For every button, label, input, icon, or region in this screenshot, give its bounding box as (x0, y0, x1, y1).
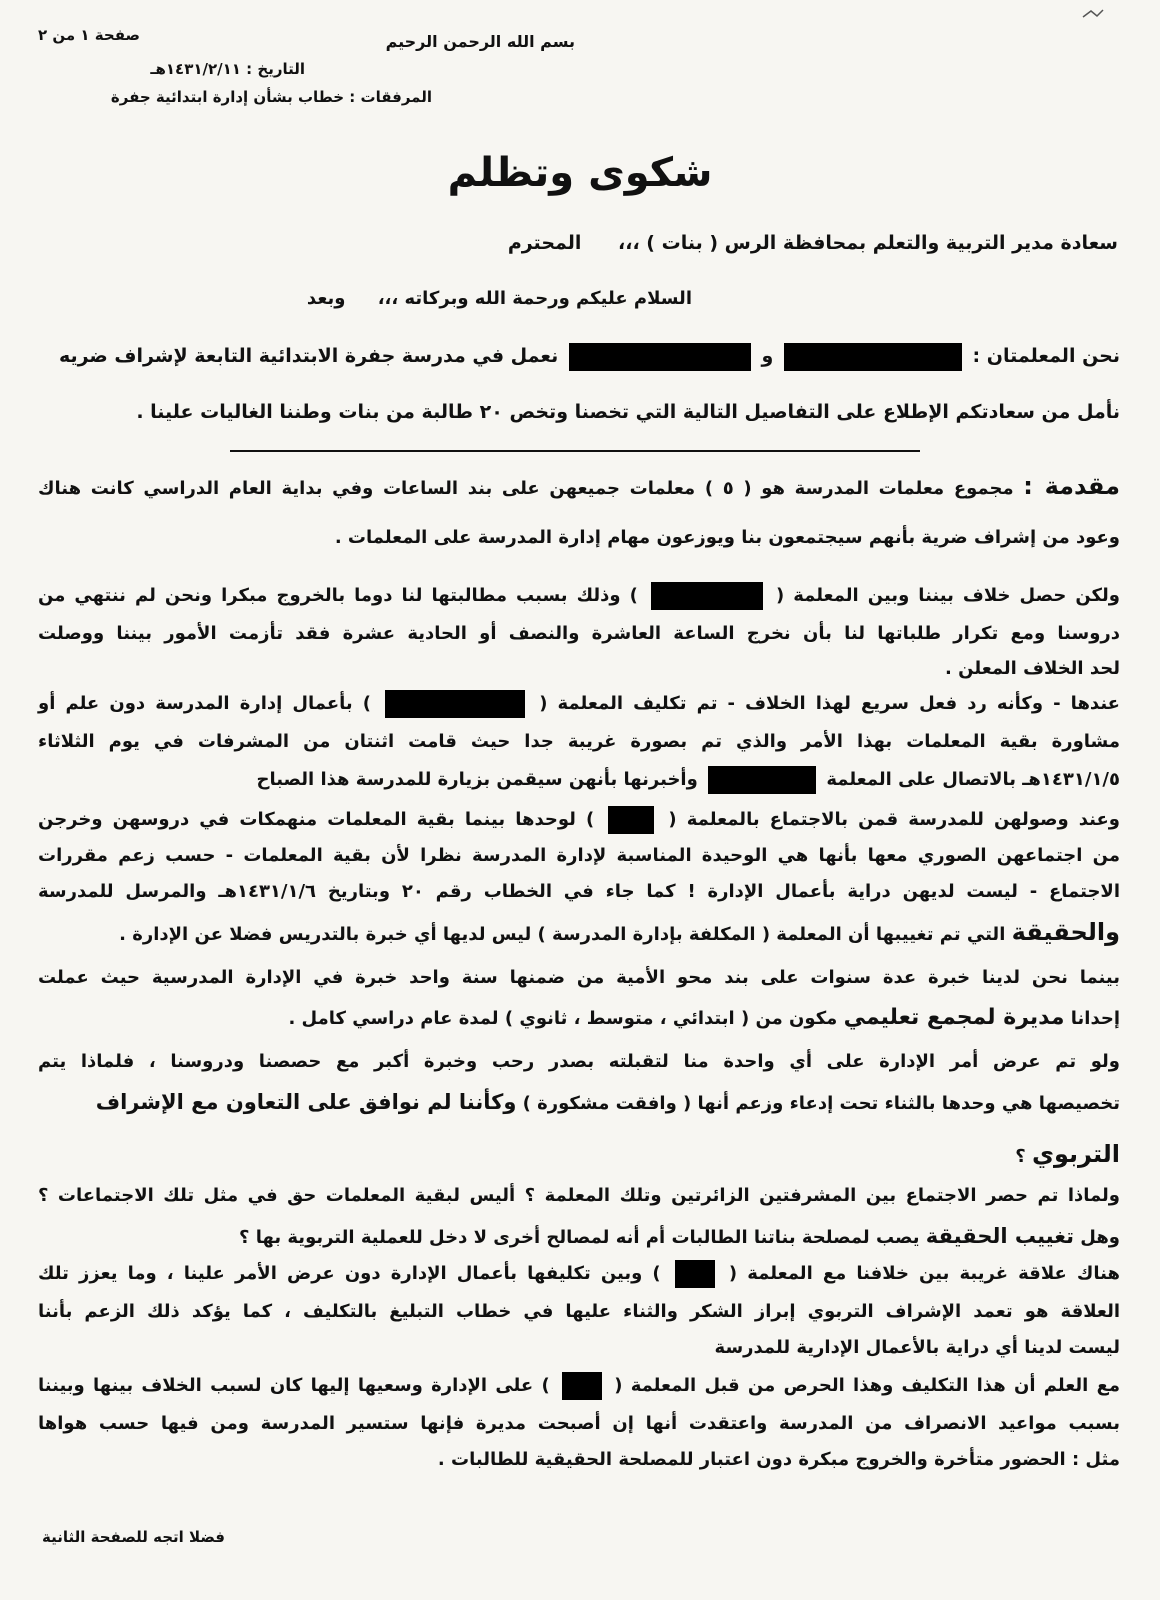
para2-text-b: ) وذلك بسبب مطالبتها لنا دوما بالخروج مبكرا ونحن لم ننتهي من (38, 585, 638, 606)
para8-text-b: ) وبين تكليفها بأعمال الإدارة دون عرض الأمر علينا ، وما يعزز تلك (38, 1263, 661, 1284)
para4-line3: الاجتماع - ليست لديهن دراية بأعمال الإدارة ! كما جاء في الخطاب رقم ٢٠ وبتاريخ ١٤٣١/١/٦هـ والمرسل للمدرسة (38, 881, 1120, 902)
greeting-text: السلام عليكم ورحمة الله وبركاته ،،، (377, 288, 692, 309)
page-number: صفحة ١ من ٢ (38, 26, 140, 44)
para9-line2: بسبب مواعيد الانصراف من المدرسة واعتقدت أنها إن أصبحت مديرة فإنها ستسير المدرسة ومن فيها حسب هواها (38, 1413, 1120, 1434)
para5-text: التي تم تغييبها أن المعلمة ( المكلفة بإدارة المدرسة ) ليس لديها أي خبرة بالتدريس فضلا عن الإدارة . (119, 924, 1006, 945)
para5-emphasis: مديرة لمجمع تعليمي (843, 1005, 1065, 1030)
redacted-name (784, 343, 962, 371)
para8-line2: العلاقة هو تعمد الإشراف التربوي إبراز الشكر والثناء عليها في خطاب التبليغ بالتكليف ، كما يؤكد ذلك الزعم بأننا (38, 1301, 1120, 1322)
para4-line2: من اجتماعهن الصوري معها بأنها هي الوحيدة المناسبة لإدارة المدرسة نظرا لأن بقية المعلمات - حسب زعم مقررات (38, 845, 1120, 866)
para4-line1 (38, 806, 1120, 834)
greeting (307, 288, 692, 309)
para3-line2: مشاورة بقية المعلمات بهذا الأمر والذي تم بصورة غريبة جدا حيث قامت اثنتان من المشرفات في يوم الثلاثاء (38, 731, 1120, 752)
para5-text-b: مكون من ( ابتدائي ، متوسط ، ثانوي ) لمدة عام دراسي كامل . (288, 1008, 838, 1029)
para8-line1 (38, 1260, 1120, 1288)
para5-line2: بينما نحن لدينا خبرة عدة سنوات على بند محو الأمية من ضمنها سنة واحد خبرة في الإدارة المدرسية حيث عملت (38, 967, 1120, 988)
para4-text-b: ) لوحدها بينما بقية المعلمات منهمكات في دروسهن وخرجن (38, 809, 595, 830)
para7-emphasis: تغييب الحقيقة (925, 1224, 1074, 1248)
para8-text-a: هناك علاقة غريبة بين خلافنا مع المعلمة ( (728, 1263, 1120, 1284)
para1-line2: وعود من إشراف ضرية بأنهم سيجتمعون بنا ويوزعون مهام إدارة المدرسة على المعلمات . (334, 527, 1120, 548)
attachments-line: المرفقات : خطاب بشأن إدارة ابتدائية جفرة (110, 88, 432, 106)
para2-text-a: ولكن حصل خلاف بيننا وبين المعلمة ( (775, 585, 1120, 606)
para9-text-b: ) على الإدارة وسعيها إليها كان لسبب الخلاف بينها وبيننا (38, 1375, 550, 1396)
para7-text-b: يصب لمصلحة بناتنا الطالبات أم أنه لمصالح أخرى لا دخل للعملية التربوية بها ؟ (239, 1227, 920, 1248)
page-title: شكوى وتظلم (447, 150, 713, 196)
para3-text-a: عندها - وكأنه رد فعل سريع لهذا الخلاف - تم تكليف المعلمة ( (539, 693, 1120, 714)
para3-text-b: ) بأعمال إدارة المدرسة دون علم أو (38, 693, 371, 714)
para8-line3: ليست لدينا أي دراية بالأعمال الإدارية للمدرسة (714, 1337, 1120, 1358)
para5-line3 (38, 1004, 1120, 1033)
addressee (508, 232, 1118, 254)
para9-line1 (38, 1372, 1120, 1400)
para2-line1 (38, 582, 1120, 610)
intro-we-teachers: نحن المعلمتان : (972, 345, 1120, 367)
redacted-name (608, 806, 654, 834)
muqaddima-label: مقدمة : (1023, 472, 1120, 500)
para1-text: مجموع معلمات المدرسة هو ( ٥ ) معلمات جميعهن على بند الساعات وفي بداية العام الدراسي كانت هناك (38, 478, 1014, 499)
wabaad: وبعد (306, 288, 346, 309)
para7-line1: ولماذا تم حصر الاجتماع بين المشرفتين الزائرتين وتلك المعلمة ؟ أليس لبقية المعلمات حق في مثل تلك الاجتماعات ؟ (38, 1185, 1120, 1206)
para3-line1 (38, 690, 1120, 718)
intro-line-2: نأمل من سعادتكم الإطلاع على التفاصيل التالية التي تخصنا وتخص ٢٠ طالبة من بنات وطننا الغاليات علينا . (136, 401, 1120, 423)
para2-line3: لحد الخلاف المعلن . (945, 658, 1120, 679)
para6-emphasis: وكأننا لم نوافق على التعاون مع الإشراف (95, 1090, 517, 1114)
next-page-note: فضلا اتجه للصفحة الثانية (42, 1528, 225, 1546)
redacted-name (708, 766, 816, 794)
para1-line1 (38, 472, 1120, 503)
para6-text: تخصيصها هي وحدها بالثناء تحت إدعاء وزعم أنها ( وافقت مشكورة ) (522, 1093, 1120, 1114)
para6-tarbawi: التربوي (1031, 1140, 1120, 1168)
para7-text-a: وهل (1080, 1227, 1120, 1248)
redacted-name (562, 1372, 602, 1400)
redacted-name (651, 582, 763, 610)
para3-text-c: وأخبرنها بأنهن سيقمن بزيارة للمدرسة هذا الصباح (256, 769, 698, 790)
intro-and: و (761, 345, 774, 367)
scuff-mark (1081, 8, 1105, 20)
para5-text-a: إحدانا (1070, 1008, 1120, 1029)
redacted-name (569, 343, 751, 371)
bismillah: بسم الله الرحمن الرحيم (385, 32, 575, 51)
para5-line1 (38, 918, 1120, 949)
para6-line2 (38, 1088, 1120, 1118)
para3-line3 (38, 766, 1120, 794)
date-line: التاريخ : ١٤٣١/٢/١١هـ (150, 60, 305, 78)
question-mark: ؟ (1015, 1146, 1026, 1167)
para6-line3 (38, 1140, 1120, 1171)
addressee-text: سعادة مدير التربية والتعلم بمحافظة الرس ( بنات ) ،،، (618, 232, 1118, 254)
redacted-name (675, 1260, 715, 1288)
para4-text-a: وعند وصولهن للمدرسة قمن بالاجتماع بالمعلمة ( (668, 809, 1120, 830)
para2-line2: دروسنا ومع تكرار طلباتها لنا بأن نخرج الساعة العاشرة والنصف أو الحادية عشرة فقد تأزمت الأمور بيننا ووصلت (38, 623, 1120, 644)
intro-school: نعمل في مدرسة جفرة الابتدائية التابعة لإشراف ضريه (58, 345, 559, 367)
intro-line-1 (38, 342, 1120, 371)
para6-line1: ولو تم عرض أمر الإدارة على أي واحدة منا لتقبلته بصدر رحب وخبرة أكبر مع حصصنا ودروسنا ، فلماذا يتم (38, 1051, 1120, 1072)
honorific: المحترم (507, 232, 582, 254)
haqiqa-word: والحقيقة (1011, 918, 1120, 946)
divider (230, 450, 920, 452)
redacted-name (385, 690, 525, 718)
para7-line2 (38, 1222, 1120, 1252)
para9-text-a: مع العلم أن هذا التكليف وهذا الحرص من قبل المعلمة ( (614, 1375, 1121, 1396)
para3-date: ١٤٣١/١/٥هـ بالاتصال على المعلمة (826, 769, 1120, 790)
para9-line3: مثل : الحضور متأخرة والخروج مبكرة دون اعتبار للمصلحة الحقيقية للطالبات . (437, 1449, 1120, 1470)
